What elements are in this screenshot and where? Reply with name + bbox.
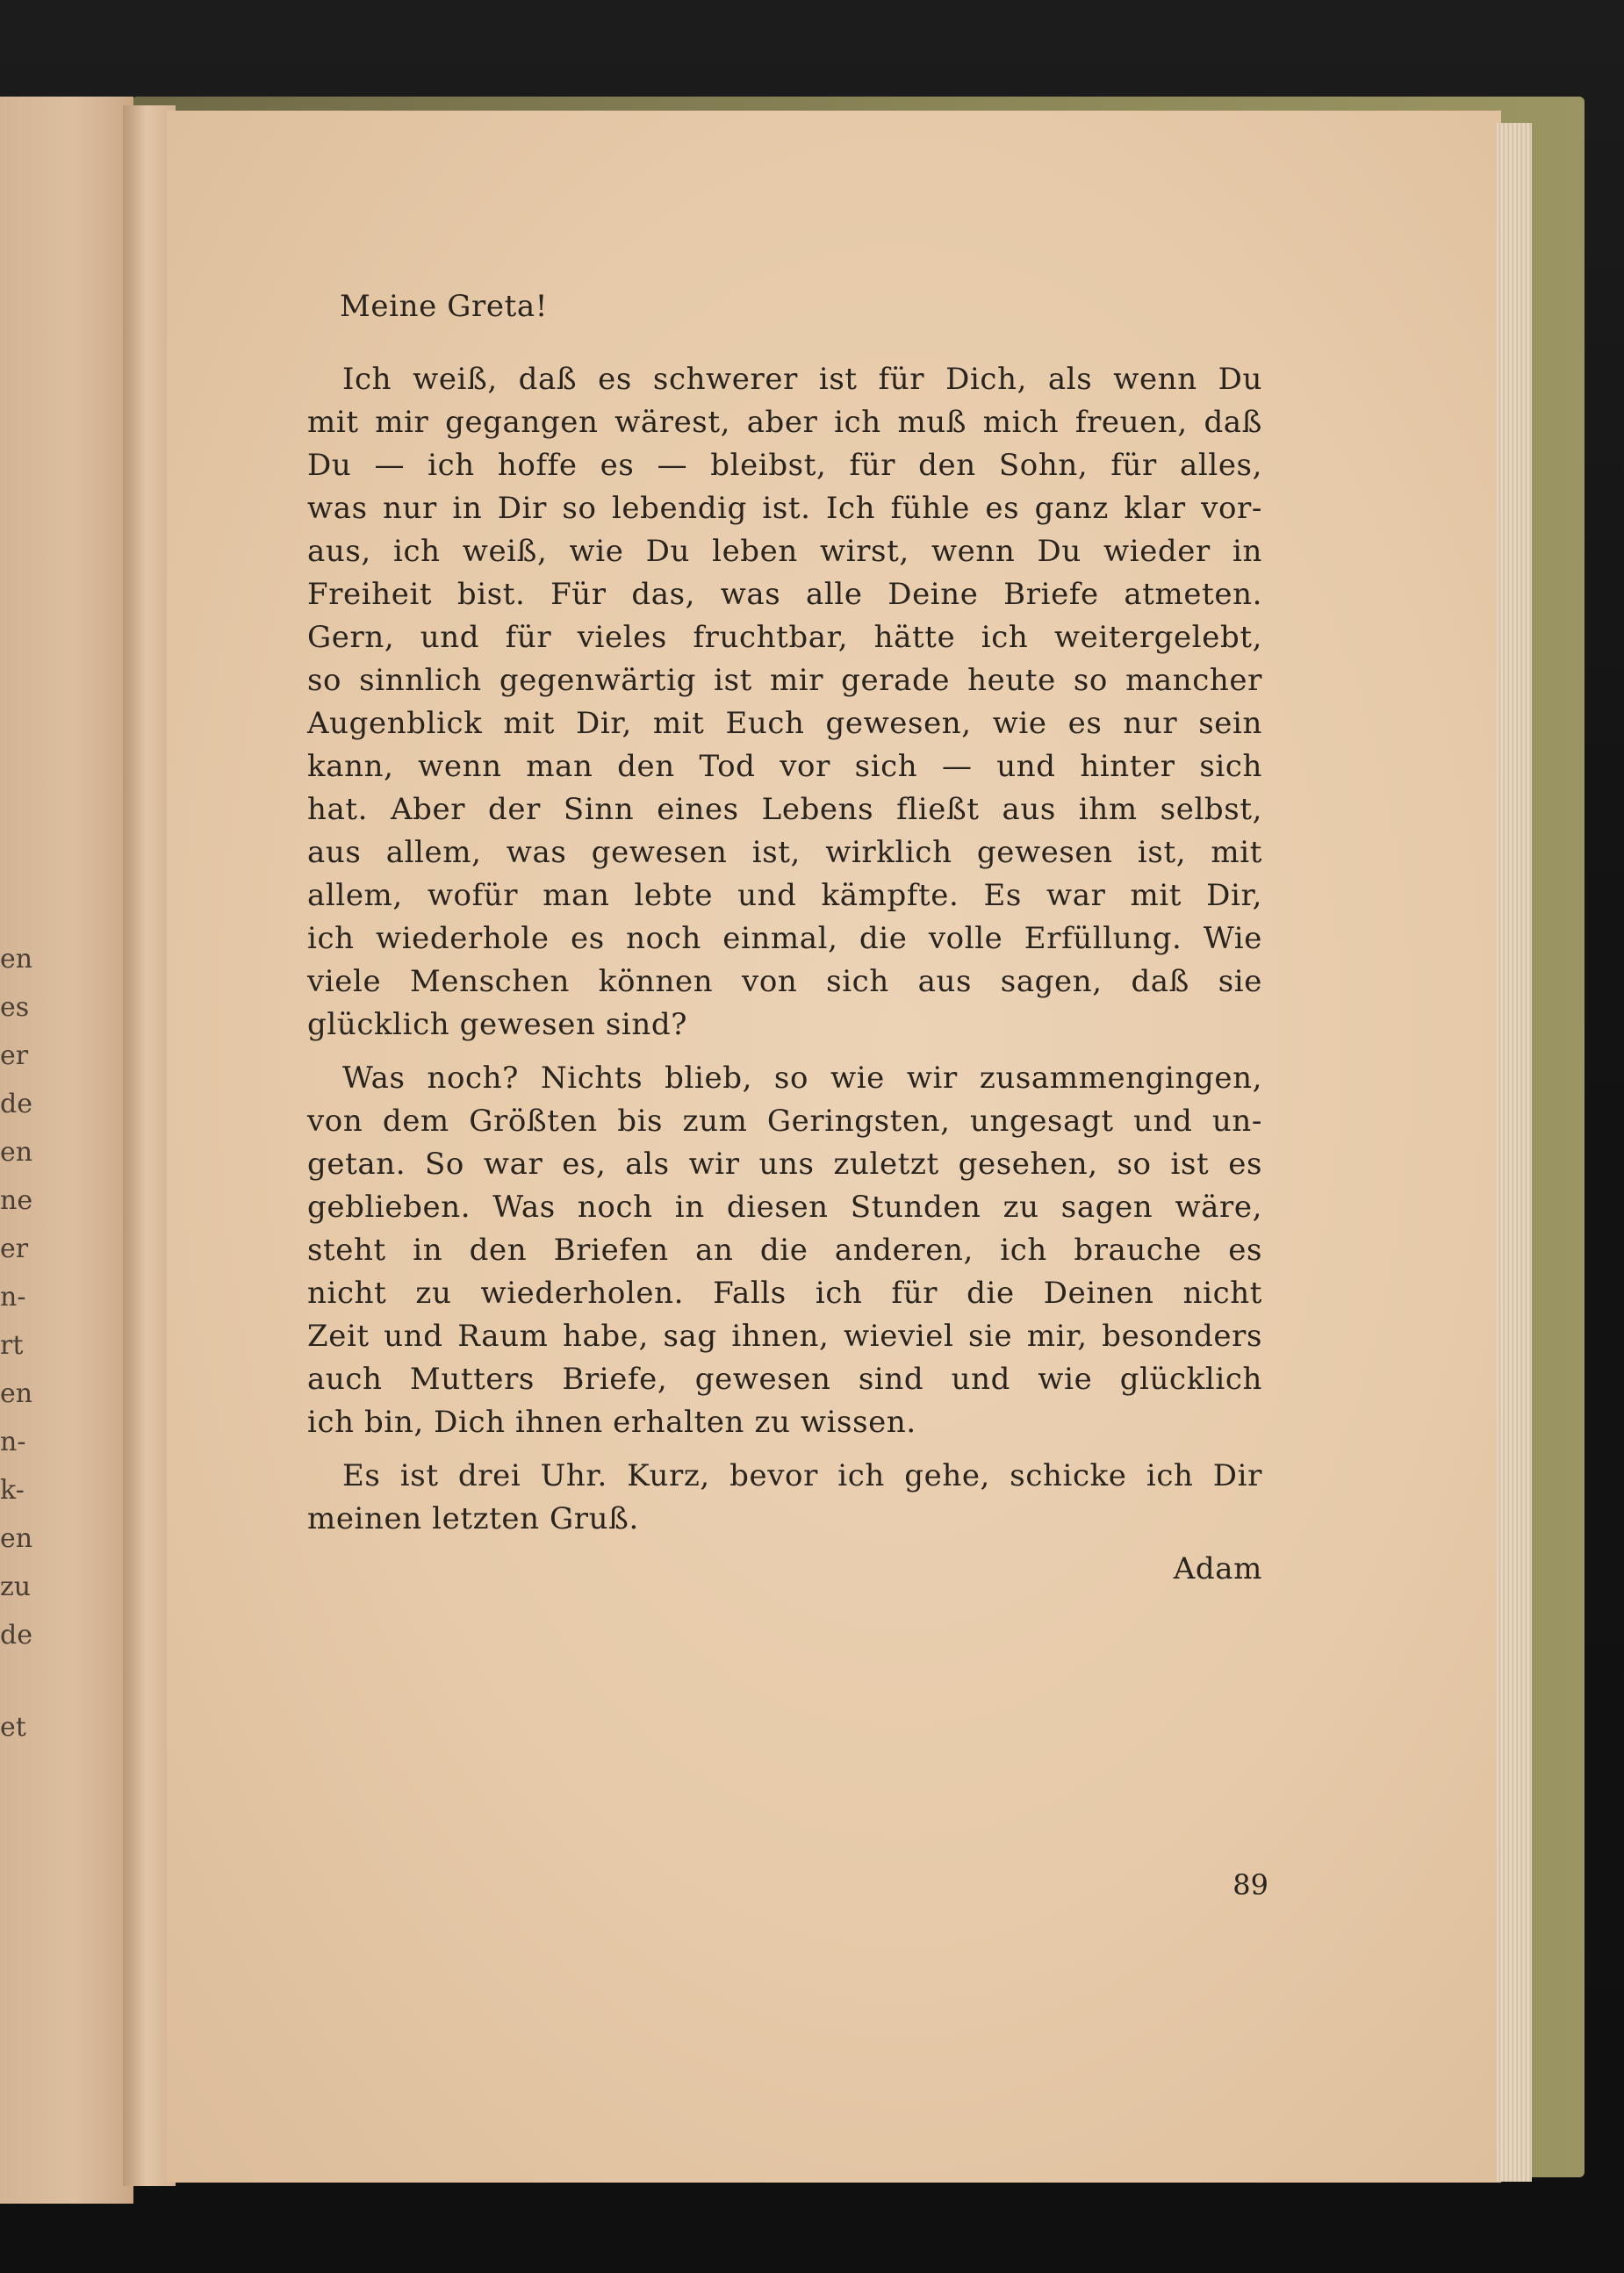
text-line: viele Menschen können von sich aus sagen, daß sie [307,964,1262,999]
text-line: meinen letzten Gruß. [307,1501,639,1536]
left-page-fragment: de [0,1089,32,1119]
text-line: aus allem, was gewesen ist, wirklich gewesen ist, mit [307,835,1262,870]
text-line: so sinnlich gegenwärtig ist mir gerade heute so mancher [307,663,1262,698]
text-line: getan. So war es, als wir uns zuletzt gesehen, so ist es [307,1147,1262,1182]
left-page-fragment: k- [0,1475,25,1506]
left-page-fragment: de [0,1620,32,1651]
letter-paragraph [307,1455,1262,1541]
page-number: 89 [1232,1868,1268,1902]
text-line: Ich weiß, daß es schwerer ist für Dich, als wenn Du [342,362,1262,397]
letter-body [307,358,1262,1541]
text-line: Was noch? Nichts blieb, so wie wir zusammengingen, [342,1061,1262,1096]
left-page-fragment: es [0,992,30,1023]
letter-paragraph [307,358,1262,1047]
left-page-edge [0,97,133,2204]
left-page-fragment: et [0,1712,26,1743]
left-page-fragment: zu [0,1572,32,1602]
letter-text [307,285,1262,1591]
text-line: Du — ich hoffe es — bleibst, für den Sohn, für alles, [307,448,1262,483]
letter-signature: Adam [1173,1551,1262,1586]
left-page-fragment: n- [0,1282,26,1313]
text-line: was nur in Dir so lebendig ist. Ich fühle es ganz klar vor- [307,491,1262,526]
text-line: geblieben. Was noch in diesen Stunden zu sagen wäre, [307,1190,1262,1225]
text-line: von dem Größten bis zum Geringsten, ungesagt und un- [307,1104,1262,1139]
letter-salutation: Meine Greta! [340,289,548,324]
text-line: steht in den Briefen an die anderen, ich brauche es [307,1233,1262,1268]
text-line: Augenblick mit Dir, mit Euch gewesen, wie es nur sein [307,706,1262,741]
left-page-fragment: n- [0,1427,26,1457]
text-line: Freiheit bist. Für das, was alle Deine Briefe atmeten. [307,577,1262,612]
left-page-fragment: er [0,1040,29,1071]
page-edges [1497,123,1532,2182]
text-line: allem, wofür man lebte und kämpfte. Es war mit Dir, [307,878,1262,913]
left-page-fragment: en [0,1137,33,1168]
letter-paragraph [307,1057,1262,1444]
text-line: hat. Aber der Sinn eines Lebens fließt aus ihm selbst, [307,792,1262,827]
text-line: Zeit und Raum habe, sag ihnen, wieviel sie mir, besonders [307,1319,1262,1354]
text-line: Gern, und für vieles fruchtbar, hätte ich weitergelebt, [307,620,1262,655]
text-line: auch Mutters Briefe, gewesen sind und wie glücklich [307,1362,1262,1397]
text-line: ich bin, Dich ihnen erhalten zu wissen. [307,1405,916,1440]
left-page-fragment: en [0,1523,33,1554]
left-page-fragment: en [0,1378,33,1409]
left-page-fragment: rt [0,1330,24,1361]
text-line: nicht zu wiederholen. Falls ich für die Deinen nicht [307,1276,1262,1311]
text-line: aus, ich weiß, wie Du leben wirst, wenn Du wieder in [307,534,1262,569]
left-page-fragment: en [0,944,33,975]
text-line: mit mir gegangen wärest, aber ich muß mich freuen, daß [307,405,1262,440]
text-line: kann, wenn man den Tod vor sich — und hinter sich [307,749,1262,784]
text-line: Es ist drei Uhr. Kurz, bevor ich gehe, schicke ich Dir [342,1458,1262,1493]
text-line: ich wiederhole es noch einmal, die volle Erfüllung. Wie [307,921,1262,956]
left-page-fragment: ne [0,1185,33,1216]
text-line: glücklich gewesen sind? [307,1007,688,1042]
left-page-fragment: er [0,1234,29,1264]
